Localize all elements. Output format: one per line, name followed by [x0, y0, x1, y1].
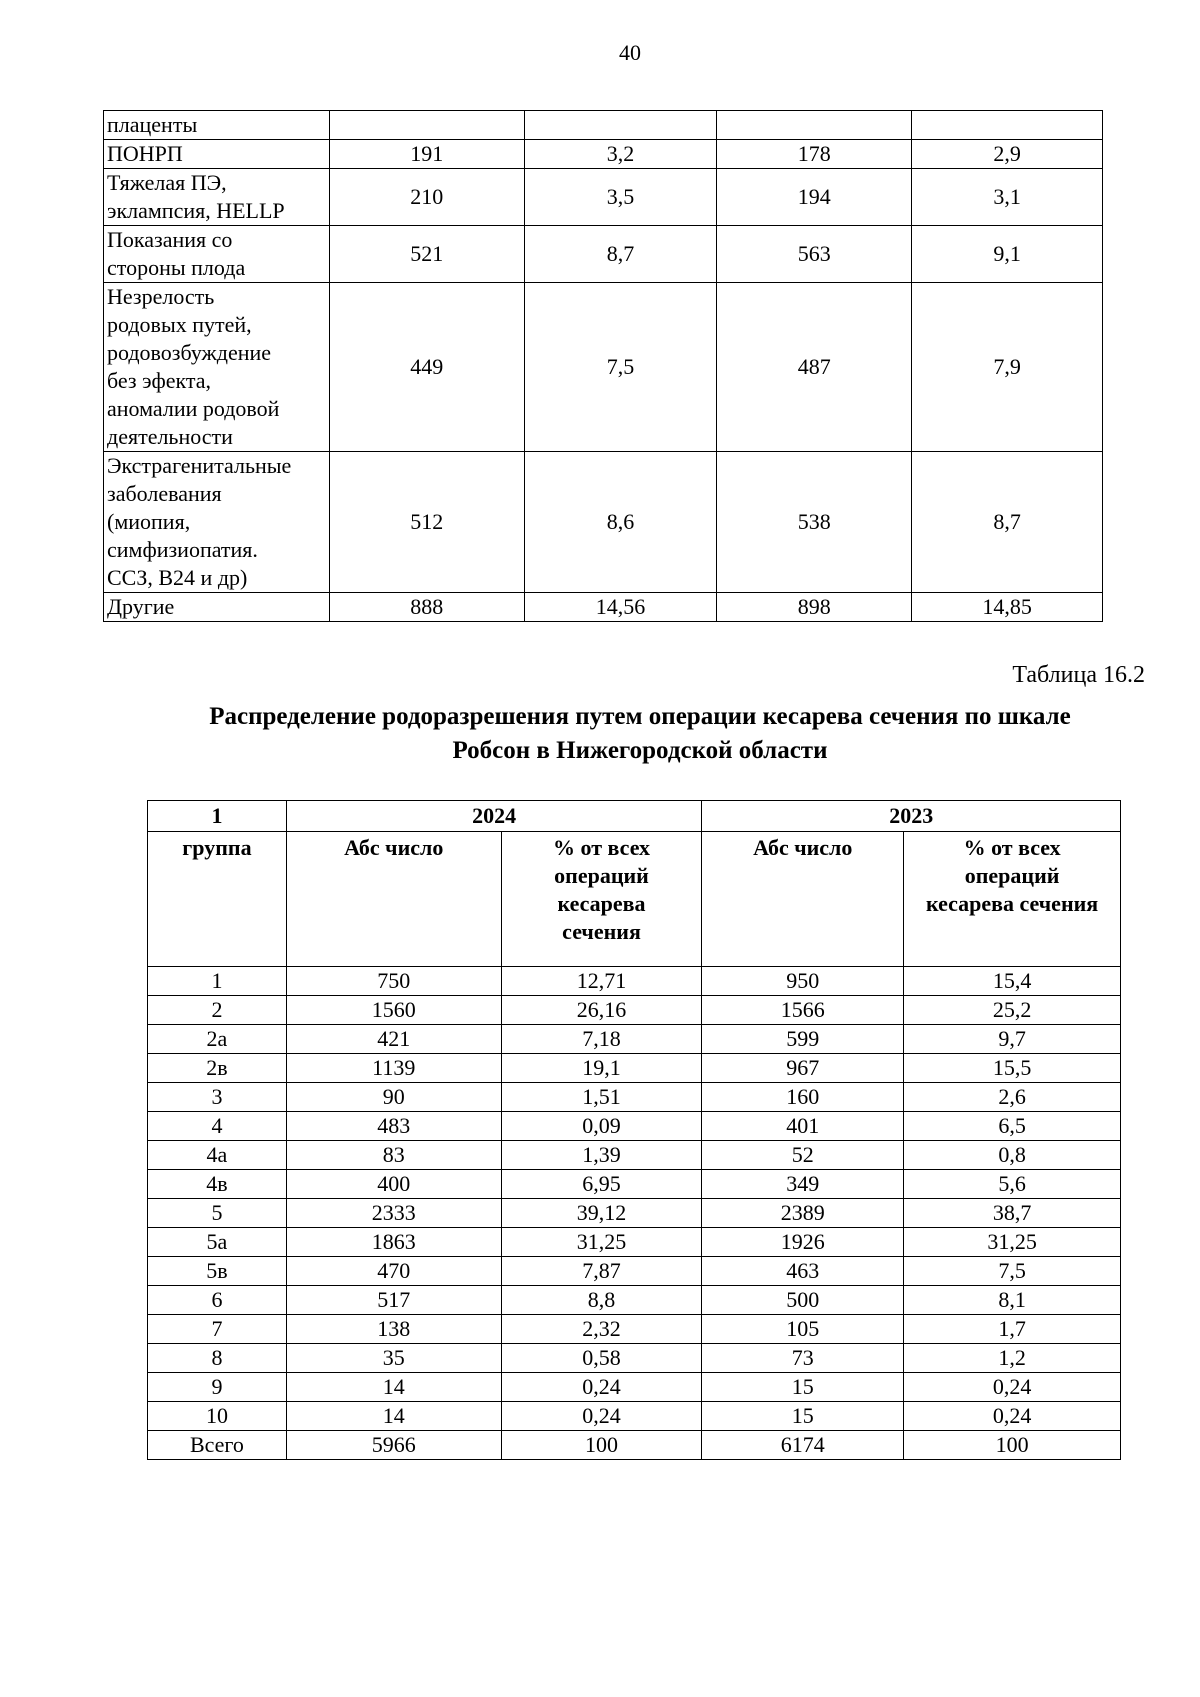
- group-cell: 4а: [148, 1141, 287, 1170]
- row-label: [104, 169, 330, 226]
- table-row: [104, 452, 1103, 593]
- table-cell: 483: [286, 1112, 501, 1141]
- table-cell: 349: [702, 1170, 904, 1199]
- table-row: [104, 283, 1103, 452]
- row-label: [104, 452, 330, 593]
- table-row: [148, 1083, 1121, 1112]
- table-cell: 400: [286, 1170, 501, 1199]
- table-cell: 0,24: [501, 1402, 702, 1431]
- table-cell: 0,24: [904, 1402, 1121, 1431]
- table-row: [148, 1402, 1121, 1431]
- group-cell: 5в: [148, 1257, 287, 1286]
- group-cell: 3: [148, 1083, 287, 1112]
- row-label-line: заболевания: [107, 481, 222, 506]
- group-cell: 8: [148, 1344, 287, 1373]
- table-cell: 90: [286, 1083, 501, 1112]
- table-cell: 26,16: [501, 996, 702, 1025]
- table-cell: 191: [329, 140, 524, 169]
- table-cell: 39,12: [501, 1199, 702, 1228]
- table-cell: 5,6: [904, 1170, 1121, 1199]
- header-col1: 1: [148, 801, 287, 832]
- table-number: Таблица 16.2: [1012, 662, 1145, 688]
- table-cell: 3,5: [524, 169, 717, 226]
- table-cell: 12,71: [501, 967, 702, 996]
- table-cell: [329, 111, 524, 140]
- group-cell: 1: [148, 967, 287, 996]
- header-pct-2024: [501, 832, 702, 967]
- row-label: [104, 593, 330, 622]
- table-cell: 14: [286, 1402, 501, 1431]
- table-cell: 35: [286, 1344, 501, 1373]
- robson-table: [147, 800, 1121, 1460]
- table-row: [148, 1170, 1121, 1199]
- table-cell: 194: [717, 169, 912, 226]
- table-cell: 0,24: [904, 1373, 1121, 1402]
- table-cell: 1,39: [501, 1141, 702, 1170]
- table-cell: 599: [702, 1025, 904, 1054]
- table-cell: 31,25: [904, 1228, 1121, 1257]
- header-pct-2024-line: % от всех: [553, 835, 651, 860]
- group-cell: 4: [148, 1112, 287, 1141]
- row-label: [104, 283, 330, 452]
- table-cell: 2389: [702, 1199, 904, 1228]
- table-row: [148, 1025, 1121, 1054]
- table-cell: 105: [702, 1315, 904, 1344]
- table-cell: 7,18: [501, 1025, 702, 1054]
- table-row: [148, 1112, 1121, 1141]
- table-cell: 52: [702, 1141, 904, 1170]
- row-label-line: деятельности: [107, 424, 233, 449]
- table-cell: 512: [329, 452, 524, 593]
- table-cell: 8,8: [501, 1286, 702, 1315]
- row-label-line: Другие: [107, 594, 175, 619]
- row-label-line: Показания со: [107, 227, 233, 252]
- row-label-line: симфизиопатия.: [107, 537, 258, 562]
- table-cell: 0,8: [904, 1141, 1121, 1170]
- table-cell: 38,7: [904, 1199, 1121, 1228]
- table-cell: 9,7: [904, 1025, 1121, 1054]
- group-cell: 10: [148, 1402, 287, 1431]
- header-pct-2024-line: сечения: [562, 919, 641, 944]
- row-label-line: родовых путей,: [107, 312, 252, 337]
- table-row: [104, 226, 1103, 283]
- header-pct-2023-line: % от всех: [963, 835, 1061, 860]
- table-cell: 950: [702, 967, 904, 996]
- table-cell: 8,7: [524, 226, 717, 283]
- table-row: [148, 1286, 1121, 1315]
- table-row: [104, 593, 1103, 622]
- row-label-line: эклампсия, HELLP: [107, 198, 285, 223]
- group-cell: Всего: [148, 1431, 287, 1460]
- table-cell: 401: [702, 1112, 904, 1141]
- table-cell: 463: [702, 1257, 904, 1286]
- table-cell: 517: [286, 1286, 501, 1315]
- table-cell: 1139: [286, 1054, 501, 1083]
- table-cell: 7,5: [524, 283, 717, 452]
- table-cell: [717, 111, 912, 140]
- header-year-2023: 2023: [702, 801, 1121, 832]
- table-title-line-2: Робсон в Нижегородской области: [452, 737, 828, 764]
- table-cell: 898: [717, 593, 912, 622]
- table-row: [148, 967, 1121, 996]
- table-cell: 5966: [286, 1431, 501, 1460]
- row-label-line: плаценты: [107, 112, 198, 137]
- table-row: [104, 140, 1103, 169]
- table-cell: 6,5: [904, 1112, 1121, 1141]
- table-cell: 2,6: [904, 1083, 1121, 1112]
- table-row: [148, 1054, 1121, 1083]
- page-number: 40: [619, 40, 641, 65]
- table-cell: 1,7: [904, 1315, 1121, 1344]
- table-cell: 100: [904, 1431, 1121, 1460]
- table-cell: 0,58: [501, 1344, 702, 1373]
- indications-table: [103, 110, 1103, 622]
- table-cell: 178: [717, 140, 912, 169]
- row-label-line: ПОНРП: [107, 141, 183, 166]
- table-cell: 14,56: [524, 593, 717, 622]
- table-row: [148, 1373, 1121, 1402]
- row-label: [104, 226, 330, 283]
- table-cell: 1566: [702, 996, 904, 1025]
- header-pct-2024-line: кесарева: [557, 891, 646, 916]
- table-cell: 449: [329, 283, 524, 452]
- header-group: группа: [148, 832, 287, 967]
- table-cell: 100: [501, 1431, 702, 1460]
- header-pct-2023: [904, 832, 1121, 967]
- table-cell: 1863: [286, 1228, 501, 1257]
- row-label-line: ССЗ, В24 и др): [107, 565, 248, 590]
- table-cell: 15,4: [904, 967, 1121, 996]
- table-cell: 521: [329, 226, 524, 283]
- table-cell: 25,2: [904, 996, 1121, 1025]
- table-cell: 0,24: [501, 1373, 702, 1402]
- table-row: [148, 1315, 1121, 1344]
- header-abs-2023: Абс число: [702, 832, 904, 967]
- table-cell: 487: [717, 283, 912, 452]
- row-label: [104, 140, 330, 169]
- header-row-years: [148, 801, 1121, 832]
- group-cell: 7: [148, 1315, 287, 1344]
- header-abs-2024: Абс число: [286, 832, 501, 967]
- table-cell: 15,5: [904, 1054, 1121, 1083]
- table-cell: 6,95: [501, 1170, 702, 1199]
- table-cell: 19,1: [501, 1054, 702, 1083]
- table-row: [148, 1257, 1121, 1286]
- table-cell: 1,51: [501, 1083, 702, 1112]
- table-cell: 160: [702, 1083, 904, 1112]
- group-cell: 5: [148, 1199, 287, 1228]
- table-cell: 2,9: [912, 140, 1103, 169]
- table-cell: 7,87: [501, 1257, 702, 1286]
- table-cell: 888: [329, 593, 524, 622]
- table-cell: [912, 111, 1103, 140]
- table-row: [148, 996, 1121, 1025]
- table-cell: 6174: [702, 1431, 904, 1460]
- row-label-line: без эфекта,: [107, 368, 212, 393]
- table-row: [104, 169, 1103, 226]
- row-label-line: стороны плода: [107, 255, 246, 280]
- table-row: [148, 1228, 1121, 1257]
- table-cell: 8,1: [904, 1286, 1121, 1315]
- table-cell: 1926: [702, 1228, 904, 1257]
- table-row: [148, 1199, 1121, 1228]
- group-cell: 2: [148, 996, 287, 1025]
- header-pct-2023-line: кесарева сечения: [925, 891, 1099, 916]
- header-pct-2024-line: операций: [554, 863, 649, 888]
- row-label-line: Незрелость: [107, 284, 215, 309]
- table-cell: [524, 111, 717, 140]
- row-label-line: Экстрагенитальные: [107, 453, 292, 478]
- table-title-line-1: Распределение родоразрешения путем операции кесарева сечения по шкале: [209, 703, 1071, 730]
- table-cell: 2333: [286, 1199, 501, 1228]
- table-cell: 500: [702, 1286, 904, 1315]
- group-cell: 5а: [148, 1228, 287, 1257]
- table-cell: 138: [286, 1315, 501, 1344]
- table-cell: 7,5: [904, 1257, 1121, 1286]
- table-cell: 83: [286, 1141, 501, 1170]
- table-row: [148, 1141, 1121, 1170]
- table-row: [148, 1344, 1121, 1373]
- table-cell: 3,2: [524, 140, 717, 169]
- table-cell: 470: [286, 1257, 501, 1286]
- table-cell: 14: [286, 1373, 501, 1402]
- table-cell: 14,85: [912, 593, 1103, 622]
- group-cell: 2а: [148, 1025, 287, 1054]
- table-cell: 8,7: [912, 452, 1103, 593]
- table-cell: 3,1: [912, 169, 1103, 226]
- group-cell: 9: [148, 1373, 287, 1402]
- row-label-line: (миопия,: [107, 509, 191, 534]
- table-title: [150, 700, 1130, 768]
- table-row: [148, 1431, 1121, 1460]
- group-cell: 6: [148, 1286, 287, 1315]
- row-label: [104, 111, 330, 140]
- table-cell: 750: [286, 967, 501, 996]
- row-label-line: аномалии родовой: [107, 396, 280, 421]
- table-cell: 15: [702, 1373, 904, 1402]
- table-cell: 967: [702, 1054, 904, 1083]
- table-cell: 15: [702, 1402, 904, 1431]
- table-cell: 1,2: [904, 1344, 1121, 1373]
- group-cell: 4в: [148, 1170, 287, 1199]
- table-cell: 563: [717, 226, 912, 283]
- group-cell: 2в: [148, 1054, 287, 1083]
- row-label-line: родовозбуждение: [107, 340, 272, 365]
- table-cell: 210: [329, 169, 524, 226]
- header-year-2024: 2024: [286, 801, 702, 832]
- table-cell: 0,09: [501, 1112, 702, 1141]
- row-label-line: Тяжелая ПЭ,: [107, 170, 227, 195]
- table-cell: 538: [717, 452, 912, 593]
- table-cell: 31,25: [501, 1228, 702, 1257]
- table-cell: 73: [702, 1344, 904, 1373]
- header-pct-2023-line: операций: [964, 863, 1060, 888]
- table-cell: 8,6: [524, 452, 717, 593]
- table-cell: 9,1: [912, 226, 1103, 283]
- table-cell: 7,9: [912, 283, 1103, 452]
- table-row: [104, 111, 1103, 140]
- table-cell: 1560: [286, 996, 501, 1025]
- table-cell: 421: [286, 1025, 501, 1054]
- header-row-columns: [148, 832, 1121, 967]
- table-cell: 2,32: [501, 1315, 702, 1344]
